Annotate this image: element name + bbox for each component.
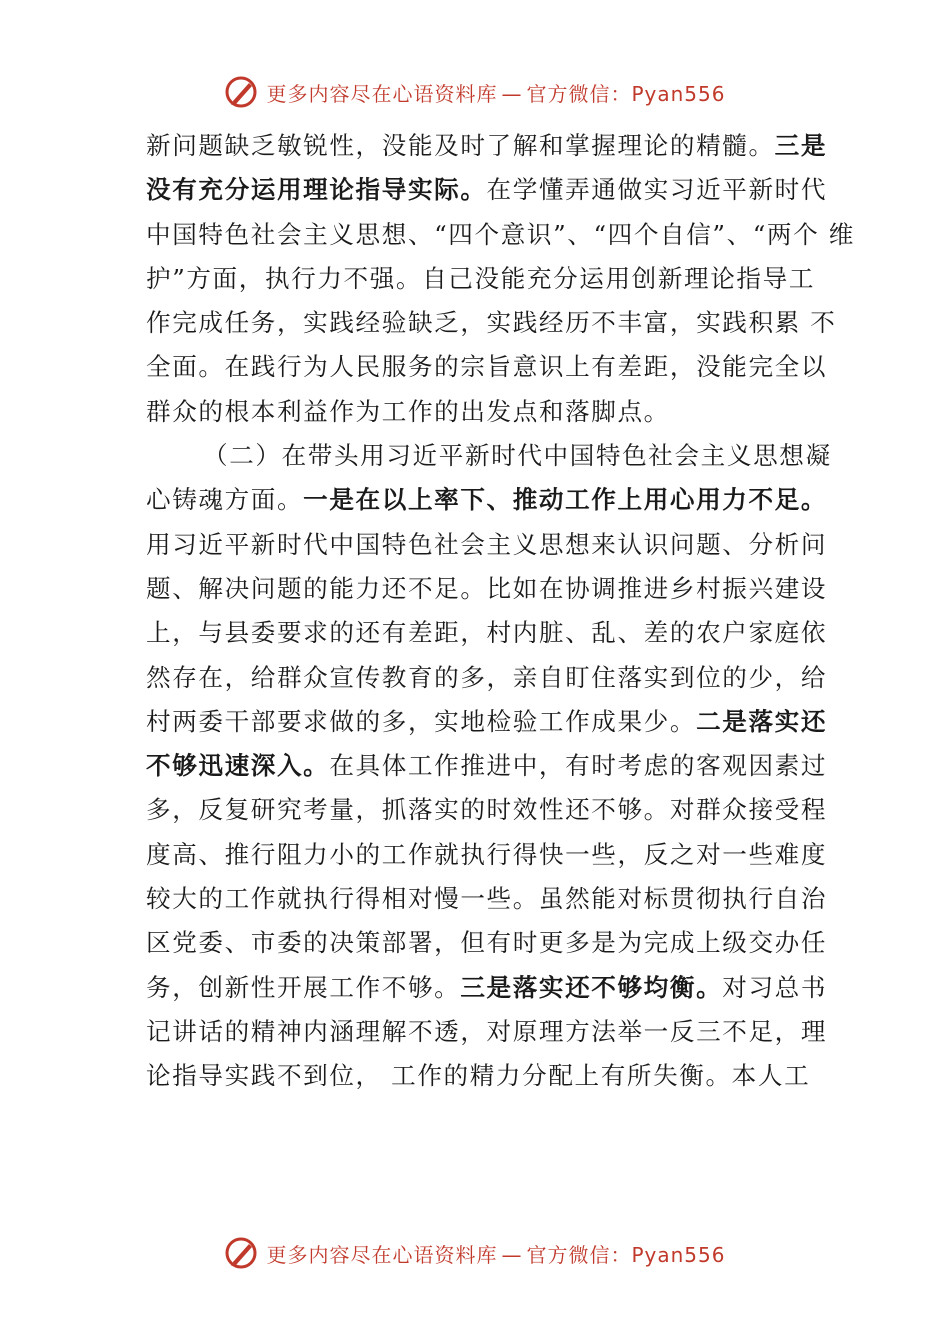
bold-text-run: 三是落实还不够均衡。 [460, 972, 723, 1002]
text-run: 心铸魂方面。 [146, 485, 304, 515]
banner-title: 更多内容尽在心语资料库 [266, 81, 498, 106]
bold-text-run: 三是 [774, 131, 828, 160]
text-line [146, 744, 828, 788]
document-body [146, 124, 855, 1099]
text-run: 记讲话的精神内涵理解不透，对原理方法举一反三不足，理 [146, 1016, 828, 1046]
text-run: 护”方面，执行力不强。自己没能充分运用创新理论指导工 [146, 263, 816, 293]
text-run: 群众的根本利益作为工作的出发点和落脚点。 [146, 396, 670, 426]
text-line [146, 213, 855, 257]
text-run: 对习总书 [722, 972, 828, 1002]
text-line [146, 833, 828, 877]
text-line [146, 877, 828, 921]
text-run: 上，与县委要求的还有差距，村内脏、乱、差的农户家庭依 [146, 618, 828, 648]
text-run: 论指导实践不到位， 工作的精力分配上有所失衡。本人工 [146, 1061, 811, 1091]
text-line [146, 567, 828, 611]
header-banner [0, 72, 950, 112]
text-run: 全面。在践行为人民服务的宗旨意识上有差距，没能完全以 [146, 352, 828, 382]
text-line [146, 1054, 811, 1098]
bold-text-run: 二是落实还 [696, 706, 828, 736]
text-run: 用习近平新时代中国特色社会主义思想来认识问题、分析问 [146, 529, 828, 559]
banner-separator: — [501, 81, 523, 106]
footer-banner [0, 1233, 950, 1273]
bold-text-run: 没有充分运用理论指导实际。 [146, 175, 487, 205]
text-line [146, 656, 828, 700]
text-run: 务，创新性开展工作不够。 [146, 972, 461, 1002]
text-run: 度高、推行阻力小的工作就执行得快一些，反之对一些难度 [146, 839, 828, 869]
text-line [146, 921, 828, 965]
text-line [146, 478, 828, 522]
text-line [146, 434, 832, 478]
text-run: 在具体工作推进中，有时考虑的客观因素过 [329, 751, 828, 781]
text-run: 村两委干部要求做的多，实地检验工作成果少。 [146, 706, 697, 736]
pen-logo-icon [224, 75, 258, 109]
text-run: 在学懂弄通做实习近平新时代 [486, 175, 828, 205]
bold-text-run: 不够迅速深入。 [146, 751, 330, 781]
text-run: 较大的工作就执行得相对慢一些。虽然能对标贯彻执行自治 [146, 884, 828, 914]
banner-text [266, 1239, 725, 1268]
text-line [146, 257, 816, 301]
text-run: 区党委、市委的决策部署，但有时更多是为完成上级交办任 [146, 928, 828, 958]
text-line [146, 523, 828, 567]
banner-account: 官方微信：Pyan556 [526, 81, 726, 106]
banner-account: 官方微信：Pyan556 [526, 1242, 726, 1267]
text-line [146, 390, 808, 434]
text-run: 作完成任务，实践经验缺乏，实践经历不丰富，实践积累 不 [146, 308, 837, 338]
text-line [146, 611, 828, 655]
text-run: （二）在带头用习近平新时代中国特色社会主义思想凝 [203, 441, 832, 471]
banner-text [266, 78, 725, 107]
banner-title: 更多内容尽在心语资料库 [266, 1242, 498, 1267]
text-line [146, 1010, 828, 1054]
banner-separator: — [501, 1242, 523, 1267]
text-run: 多，反复研究考量，抓落实的时效性还不够。对群众接受程 [146, 795, 828, 825]
text-line [146, 966, 828, 1010]
text-line [146, 345, 828, 389]
pen-logo-icon [224, 1236, 258, 1270]
text-line [146, 124, 828, 168]
text-run: 中国特色社会主义思想、“四个意识”、“四个自信”、“两个 维 [146, 219, 855, 249]
bold-text-run: 一是在以上率下、推动工作上用心用力不足。 [303, 485, 828, 515]
text-run: 新问题缺乏敏锐性，没能及时了解和掌握理论的精髓。 [146, 131, 775, 160]
text-line [146, 788, 828, 832]
text-line [146, 700, 828, 744]
text-line [146, 168, 828, 212]
text-run: 然存在，给群众宣传教育的多，亲自盯住落实到位的少，给 [146, 662, 828, 692]
text-run: 题、解决问题的能力还不足。比如在协调推进乡村振兴建设 [146, 573, 828, 603]
text-line [146, 301, 837, 345]
